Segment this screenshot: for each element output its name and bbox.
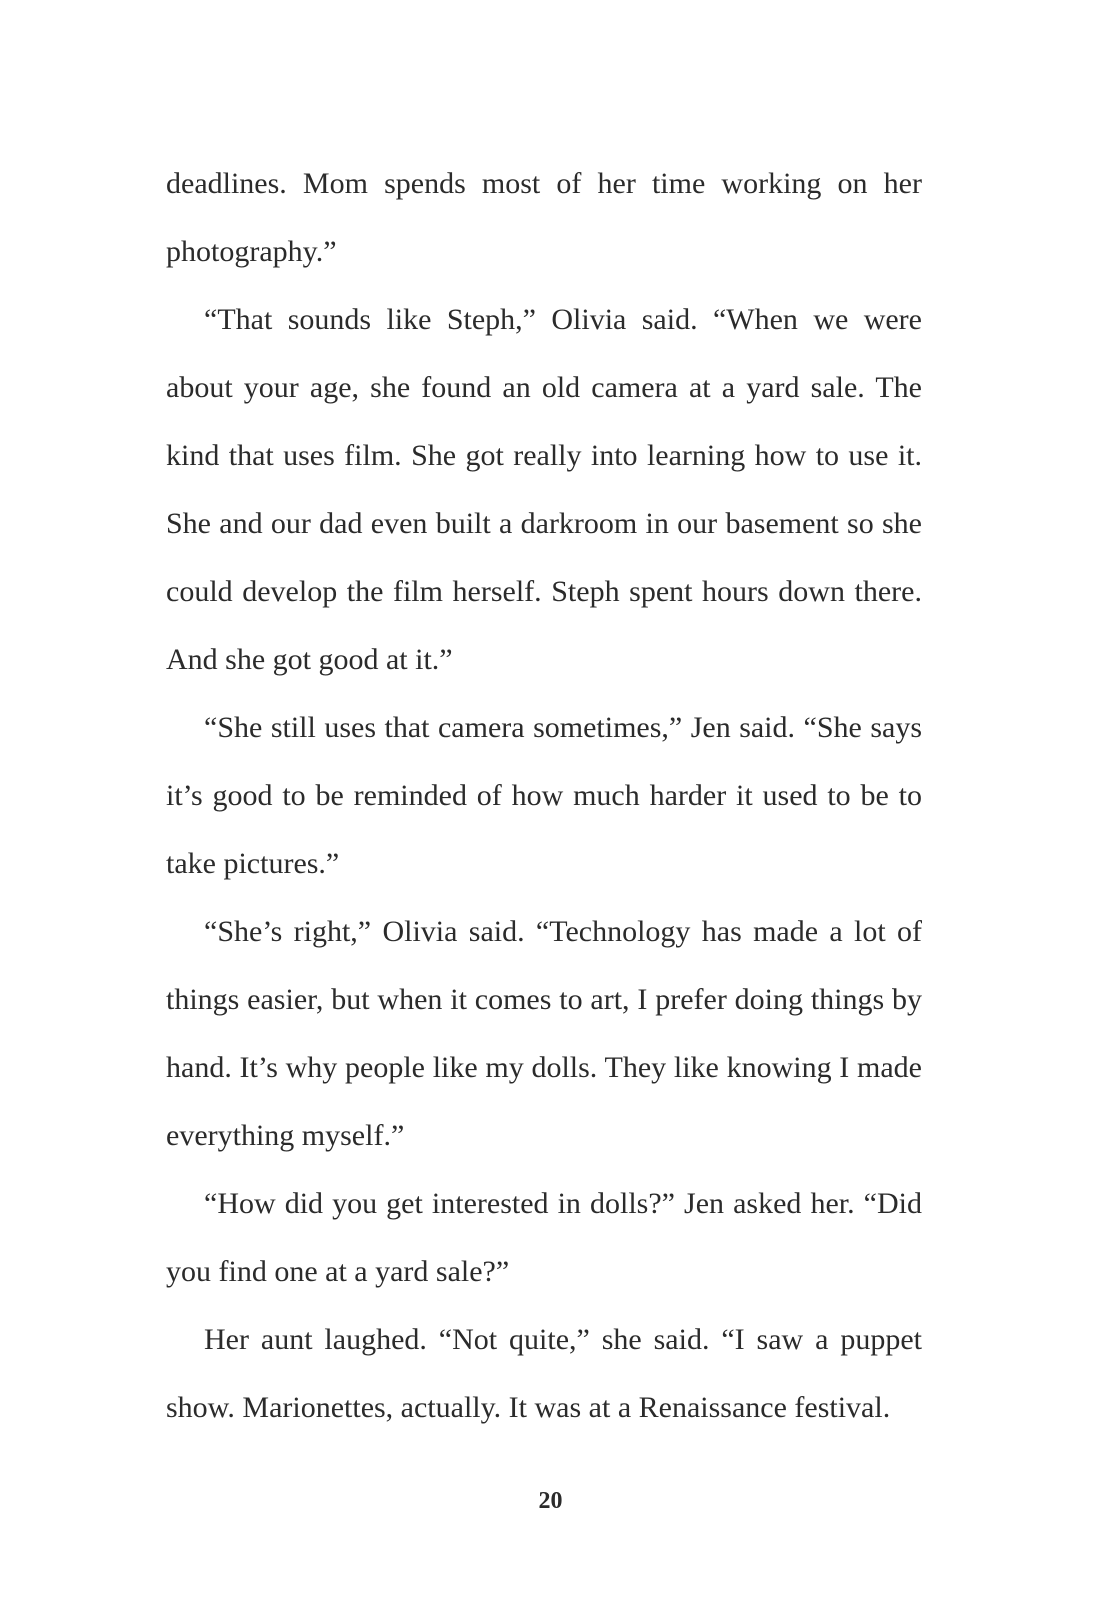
paragraph: Her aunt laughed. “Not quite,” she said. “I saw a puppet show. Marionettes, actually. It was at a Renaissance festival. — [166, 1323, 922, 1424]
body-text — [166, 150, 922, 1442]
paragraph: “She still uses that camera sometimes,” Jen said. “She says it’s good to be reminded of how much harder it used to be to take pictures.” — [166, 711, 922, 880]
page-number: 20 — [538, 1488, 563, 1514]
paragraph: “She’s right,” Olivia said. “Technology has made a lot of things easier, but when it comes to art, I prefer doing things by hand. It’s why people like my dolls. They like knowing I made everything myself.” — [166, 915, 922, 1152]
paragraph: “That sounds like Steph,” Olivia said. “When we were about your age, she found an old camera at a yard sale. The kind that uses film. She got really into learning how to use it. She and our dad even built a darkroom in our basement so she could develop the film herself. Steph spent hours down there. And she got good at it.” — [166, 303, 922, 676]
paragraph-continuation: deadlines. Mom spends most of her time working on her photography.” — [166, 167, 922, 268]
paragraph: “How did you get interested in dolls?” Jen asked her. “Did you find one at a yard sale?” — [166, 1187, 922, 1288]
